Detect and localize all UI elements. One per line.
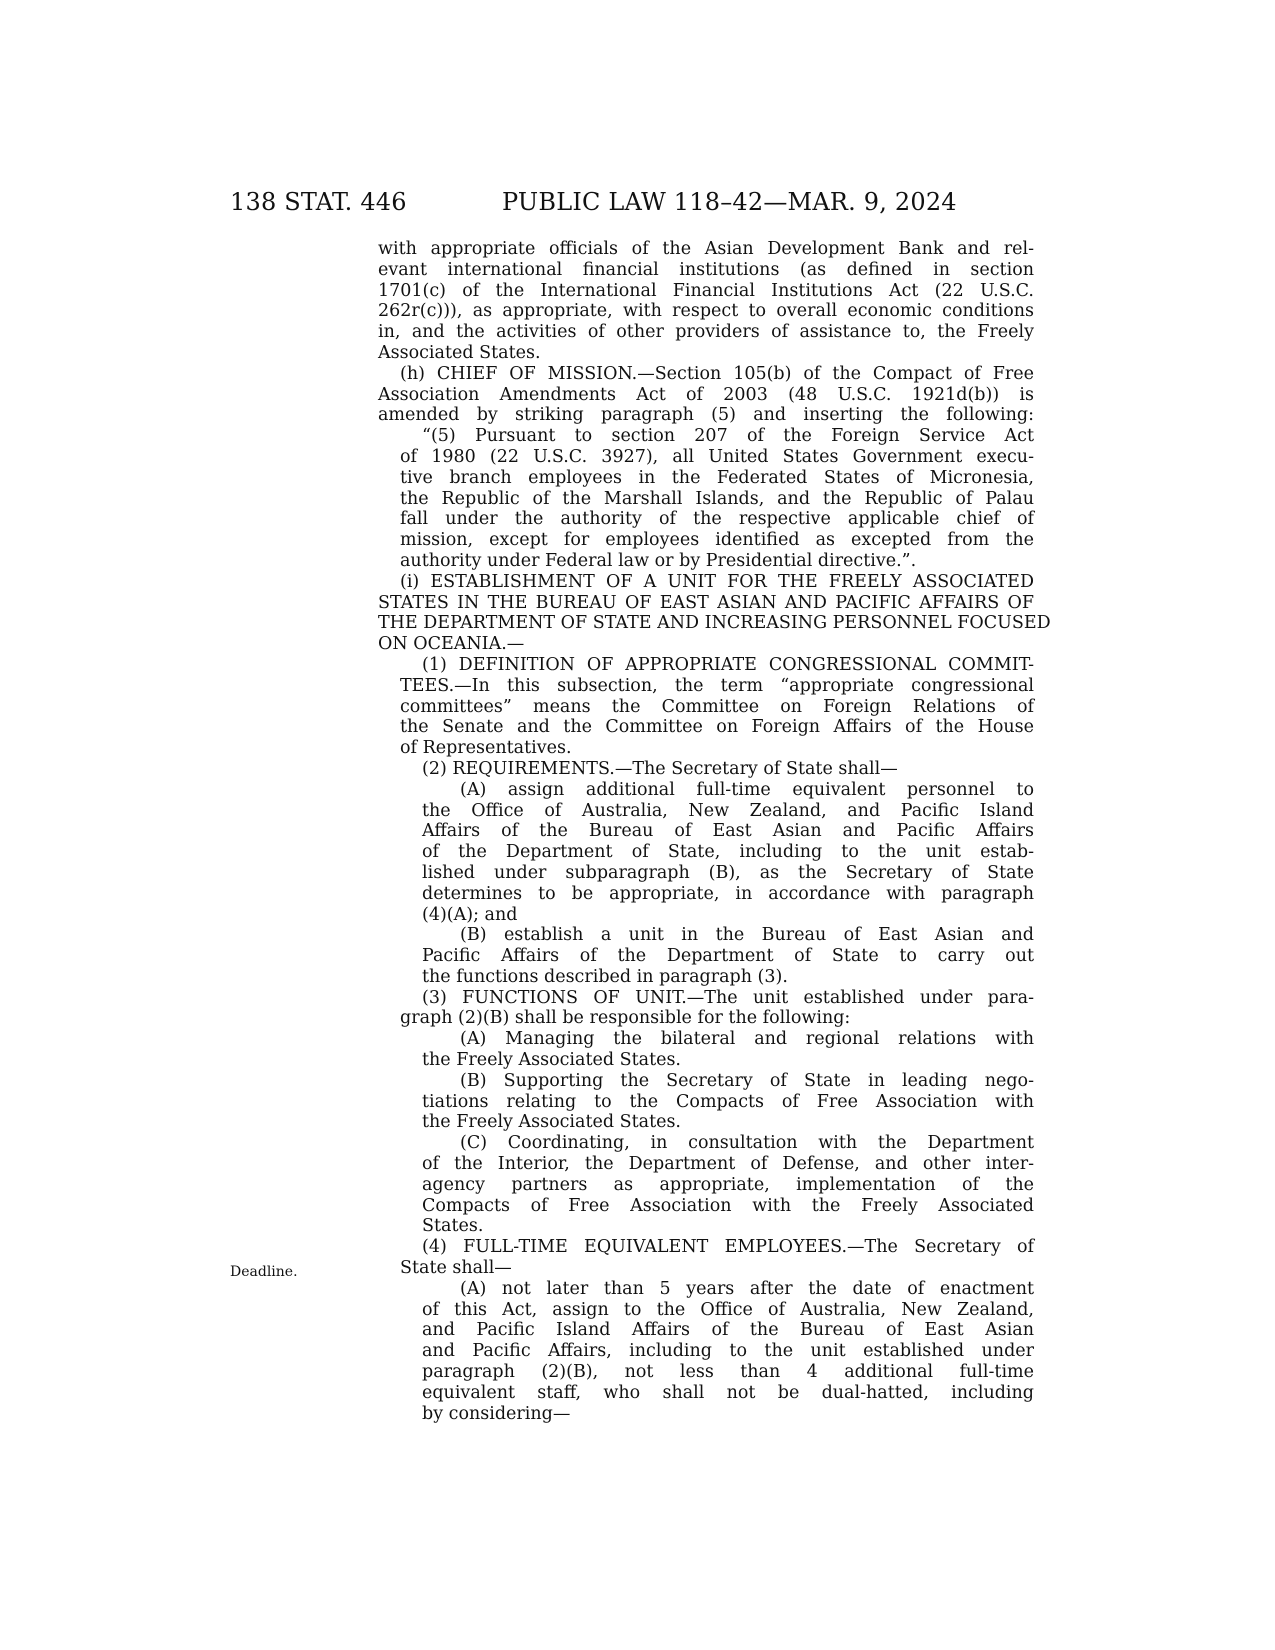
text-line: graph (2)(B) shall be responsible for the following: — [400, 1008, 851, 1029]
text-line: (B) establish a unit in the Bureau of East Asian and — [460, 925, 1034, 946]
text-line: (4)(A); and — [422, 904, 518, 925]
text-line: (A) Managing the bilateral and regional relations with — [460, 1029, 1034, 1050]
text-line: with appropriate officials of the Asian Development Bank and rel- — [378, 239, 1034, 259]
text-line: paragraph (2)(B), not less than 4 additional full-time — [422, 1362, 1034, 1383]
text-line: (4) FULL-TIME EQUIVALENT EMPLOYEES.—The Secretary of — [422, 1237, 1034, 1258]
text-line: (2) REQUIREMENTS.—The Secretary of State shall— — [422, 758, 898, 779]
text-line: equivalent staff, who shall not be dual-hatted, including — [422, 1382, 1034, 1403]
text-line: (A) assign additional full-time equivalent personnel to — [460, 779, 1034, 800]
text-line: of the Department of State, including to the unit estab- — [422, 842, 1034, 863]
text-line: State shall— — [400, 1258, 512, 1279]
text-line: (h) CHIEF OF MISSION.—Section 105(b) of the Compact of Free — [400, 363, 1034, 384]
text-line: Pacific Affairs of the Department of State to carry out — [422, 946, 1034, 967]
text-line: fall under the authority of the respective applicable chief of — [400, 509, 1034, 530]
text-line: ON OCEANIA.— — [378, 634, 525, 655]
text-line: (B) Supporting the Secretary of State in leading nego- — [460, 1070, 1034, 1091]
text-line: by considering— — [422, 1403, 571, 1424]
text-line: Associated States. — [378, 342, 541, 363]
text-line: (i) ESTABLISHMENT OF A UNIT FOR THE FREELY ASSOCIATED — [400, 571, 1034, 592]
public-law-heading: PUBLIC LAW 118–42—MAR. 9, 2024 — [502, 188, 957, 216]
text-line: tiations relating to the Compacts of Free Association with — [422, 1091, 1034, 1112]
margin-note-deadline: Deadline. — [230, 1264, 298, 1280]
text-line: Affairs of the Bureau of East Asian and Pacific Affairs — [422, 821, 1034, 842]
text-line: authority under Federal law or by Presidential directive.”. — [400, 550, 917, 571]
text-line: STATES IN THE BUREAU OF EAST ASIAN AND PACIFIC AFFAIRS OF — [378, 592, 1034, 613]
text-line: of the Interior, the Department of Defense, and other inter- — [422, 1154, 1034, 1175]
text-line: Association Amendments Act of 2003 (48 U.S.C. 1921d(b)) is — [378, 384, 1034, 405]
text-line: evant international financial institutions (as defined in section — [378, 259, 1034, 280]
text-line: the functions described in paragraph (3). — [422, 966, 788, 987]
text-line: THE DEPARTMENT OF STATE AND INCREASING PERSONNEL FOCUSED — [378, 613, 1051, 634]
statute-page-number: 138 STAT. 446 — [230, 188, 407, 216]
text-line: States. — [422, 1216, 484, 1237]
text-line: agency partners as appropriate, implementation of the — [422, 1174, 1034, 1195]
text-line: 262r(c))), as appropriate, with respect to overall economic conditions — [378, 301, 1034, 322]
text-line: mission, except for employees identified as excepted from the — [400, 530, 1034, 551]
text-line: Compacts of Free Association with the Freely Associated — [422, 1195, 1034, 1216]
text-line: of Representatives. — [400, 738, 572, 759]
text-line: the Freely Associated States. — [422, 1050, 681, 1071]
text-line: the Office of Australia, New Zealand, and Pacific Island — [422, 800, 1034, 821]
text-line: the Senate and the Committee on Foreign Affairs of the House — [400, 717, 1034, 738]
text-line: 1701(c) of the International Financial Institutions Act (22 U.S.C. — [378, 280, 1034, 301]
text-line: TEES.—In this subsection, the term “appropriate congressional — [400, 675, 1034, 696]
text-line: tive branch employees in the Federated States of Micronesia, — [400, 467, 1034, 488]
text-line: of this Act, assign to the Office of Australia, New Zealand, — [422, 1299, 1034, 1320]
text-line: and Pacific Affairs, including to the unit established under — [422, 1341, 1034, 1362]
text-line: (A) not later than 5 years after the date of enactment — [460, 1278, 1034, 1299]
text-line: determines to be appropriate, in accordance with paragraph — [422, 883, 1034, 904]
text-line: (3) FUNCTIONS OF UNIT.—The unit established under para- — [422, 987, 1034, 1008]
text-line: committees” means the Committee on Foreign Relations of — [400, 696, 1034, 717]
text-line: the Freely Associated States. — [422, 1112, 681, 1133]
text-line: and Pacific Island Affairs of the Bureau of East Asian — [422, 1320, 1034, 1341]
text-line: “(5) Pursuant to section 207 of the Foreign Service Act — [422, 426, 1034, 447]
text-line: of 1980 (22 U.S.C. 3927), all United States Government execu- — [400, 446, 1034, 467]
text-line: (1) DEFINITION OF APPROPRIATE CONGRESSIONAL COMMIT- — [422, 654, 1034, 675]
text-line: amended by striking paragraph (5) and inserting the following: — [378, 405, 1034, 426]
text-line: in, and the activities of other providers of assistance to, the Freely — [378, 322, 1034, 343]
statute-body-text — [378, 239, 1051, 1424]
text-line: the Republic of the Marshall Islands, and the Republic of Palau — [400, 488, 1034, 509]
text-line: (C) Coordinating, in consultation with the Department — [460, 1133, 1034, 1154]
text-line: lished under subparagraph (B), as the Secretary of State — [422, 862, 1034, 883]
